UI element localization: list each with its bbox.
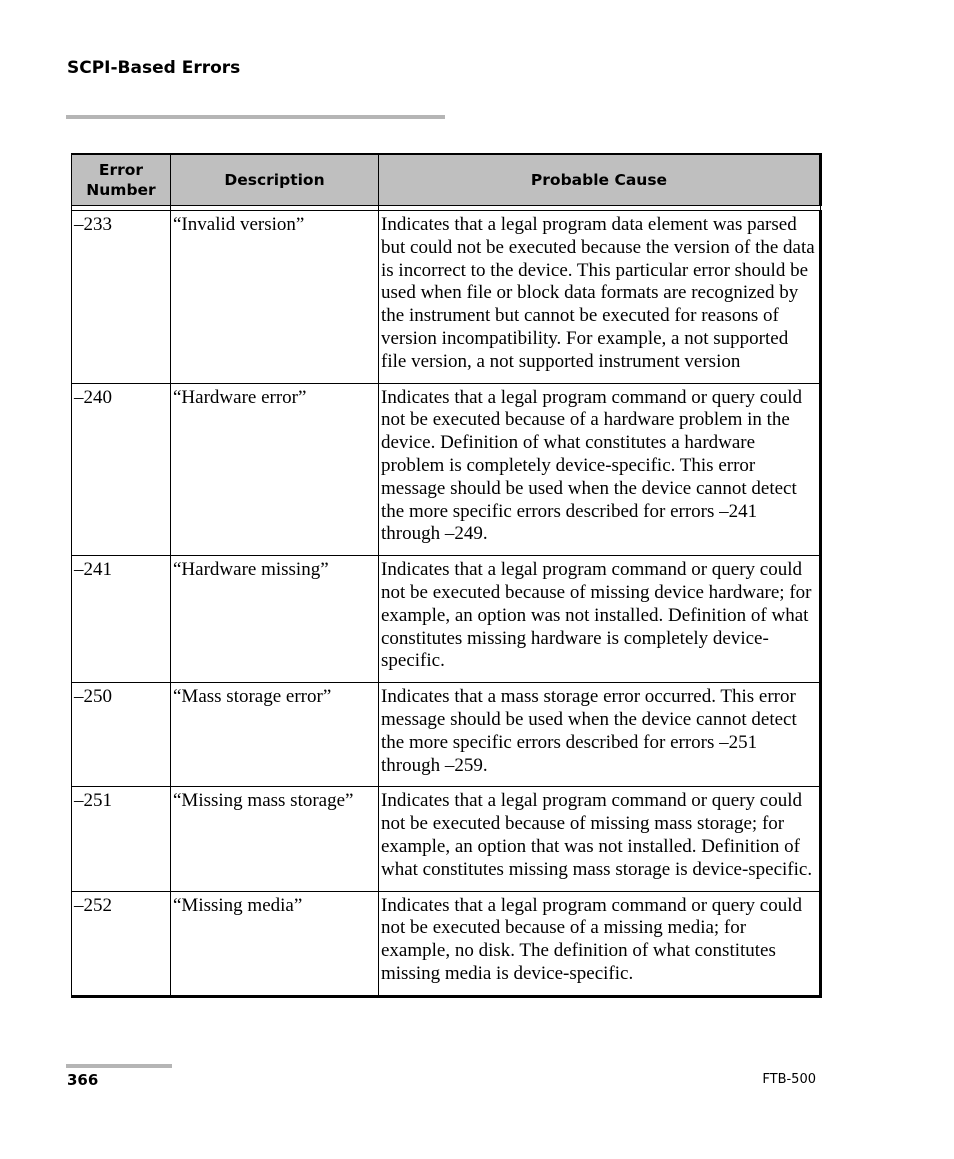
- description-cell: “Mass storage error”: [171, 683, 379, 787]
- column-header-probable-cause: Probable Cause: [379, 154, 821, 206]
- table-row: [72, 891, 821, 996]
- error-number-cell: –252: [72, 891, 171, 996]
- document-name: FTB-500: [762, 1072, 816, 1087]
- column-header-error-number: Error Number: [72, 154, 171, 206]
- table-row: [72, 787, 821, 891]
- page-number: 366: [67, 1071, 99, 1089]
- error-table: [71, 153, 822, 998]
- description-cell: “Missing media”: [171, 891, 379, 996]
- error-number-cell: –241: [72, 556, 171, 683]
- error-number-cell: –251: [72, 787, 171, 891]
- table-row: [72, 683, 821, 787]
- table-row: [72, 211, 821, 384]
- description-cell: “Missing mass storage”: [171, 787, 379, 891]
- table-row: [72, 556, 821, 683]
- probable-cause-cell: Indicates that a legal program command or query could not be executed because of a hardware problem in the device. Definition of what constitutes a hardware problem is completely device-specific. This error message should be used when the device cannot detect the more specific errors described for errors –241 through –249.: [379, 383, 821, 556]
- probable-cause-cell: Indicates that a legal program data element was parsed but could not be executed because the version of the data is incorrect to the device. This particular error should be used when file or block data formats are recognized by the instrument but cannot be executed for reasons of version incompatibility. For example, a not supported file version, a not supported instrument version: [379, 211, 821, 384]
- column-header-description: Description: [171, 154, 379, 206]
- footer-rule: [66, 1064, 172, 1068]
- description-cell: “Hardware error”: [171, 383, 379, 556]
- probable-cause-cell: Indicates that a legal program command or query could not be executed because of missing device hardware; for example, an option was not installed. Definition of what constitutes missing hardware is completely device-specific.: [379, 556, 821, 683]
- description-cell: “Hardware missing”: [171, 556, 379, 683]
- error-number-cell: –240: [72, 383, 171, 556]
- table-header-row: [72, 154, 821, 206]
- probable-cause-cell: Indicates that a mass storage error occurred. This error message should be used when the device cannot detect the more specific errors described for errors –251 through –259.: [379, 683, 821, 787]
- probable-cause-cell: Indicates that a legal program command or query could not be executed because of a missing media; for example, no disk. The definition of what constitutes missing media is device-specific.: [379, 891, 821, 996]
- section-title: SCPI-Based Errors: [67, 58, 241, 78]
- table-row: [72, 383, 821, 556]
- description-cell: “Invalid version”: [171, 211, 379, 384]
- probable-cause-cell: Indicates that a legal program command or query could not be executed because of missing mass storage; for example, an option that was not installed. Definition of what constitutes missing mass storage is device-specific.: [379, 787, 821, 891]
- title-rule: [66, 115, 445, 119]
- error-number-cell: –250: [72, 683, 171, 787]
- error-number-cell: –233: [72, 211, 171, 384]
